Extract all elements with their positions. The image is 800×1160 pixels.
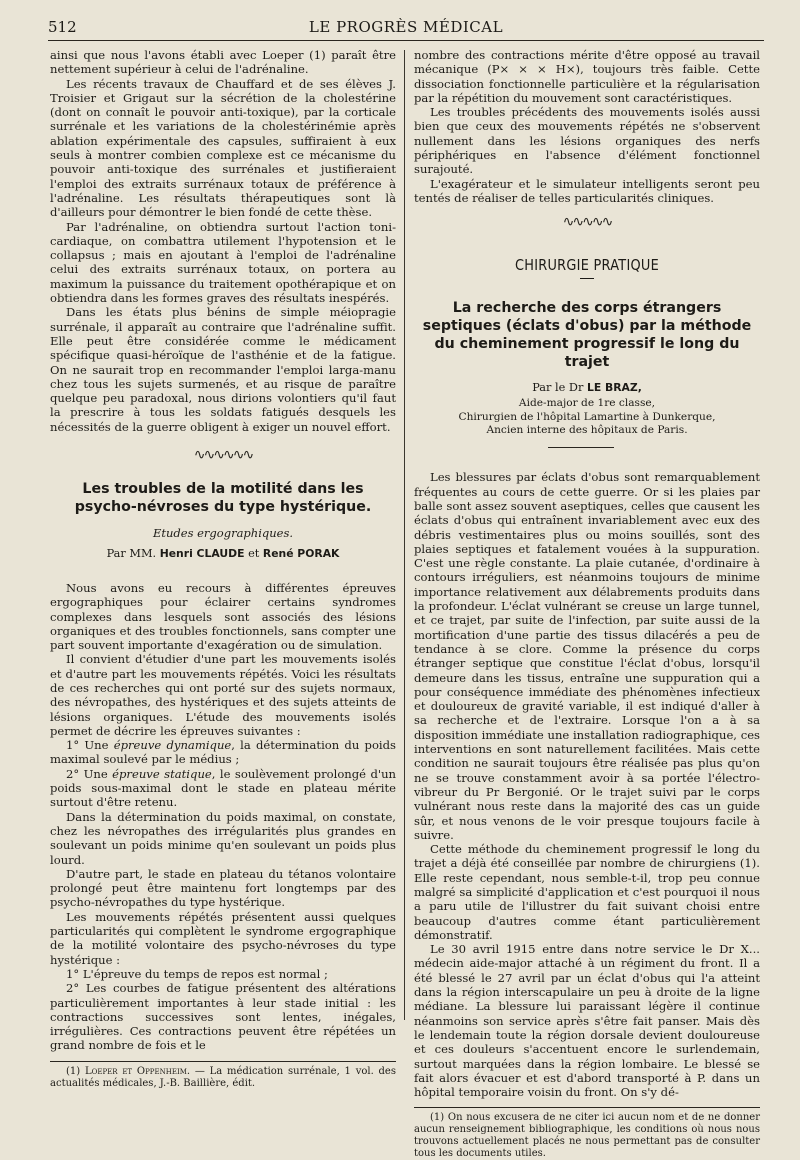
paragraph: Cette méthode du cheminement progressif le long du trajet a déjà été conseillée par nombre de chirurgiens (1). Elle reste cependant, nous semble-t-il, trop peu connue malgré sa simplicité d'application et c'est pourquoi il nous a paru utile de l'illustrer du fait suivant choisi entre beaucoup d'autres comme étant particulièrement démonstratif. (414, 842, 760, 942)
author-name: René PORAK (262, 546, 340, 560)
paragraph: Les récents travaux de Chauffard et de ses élèves J. Troisier et Grigaut sur la sécrétion de la cholestérine (dont on connaît le pouvoir anti-toxique), par la corticale surrénale et les variations de la cholestérinémie après ablation expérimentale des capsules, suffiraient à eux seuls à montrer combien complexe est ce mécanisme du pouvoir anti-toxique des surrénales et justifieraient l'emploi des extraits surrénaux totaux de préférence à l'adrénaline. Les résultats thérapeutiques sont là d'ailleurs pour démontrer le bien fondé de cette thèse. (50, 76, 396, 220)
section-heading: CHIRURGIE PRATIQUE (514, 255, 660, 274)
byline-prefix: Par le Dr (532, 380, 584, 394)
list-item: 1° L'épreuve du temps de repos est normal ; (66, 966, 328, 981)
paragraph: Il convient d'étudier d'une part les mouvements isolés et d'autre part les mouvements répétés. Voici les résultats de ces recherches qui ont porté sur des sujets normaux, des névropathes, des hystériques et des sujets atteints de lésions organiques. L'étude des mouvements isolés permet de décrire les épreuves suivantes : (50, 652, 396, 738)
paragraph: ainsi que nous l'avons établi avec Loeper (1) paraît être nettement supérieur à celui de l'adrénaline. (50, 48, 396, 77)
page-header (48, 14, 764, 41)
paragraph: Les troubles précédents des mouvements isolés aussi bien que ceux des mouvements répétés ne s'observent nullement dans les lésions organiques des nerfs périphériques en l'absence d'élément fonctionnel surajouté. (414, 105, 760, 177)
page-number: 512 (48, 18, 77, 36)
ornament-divider: ∿∿∿∿∿∿ (193, 447, 253, 464)
journal-title: LE PROGRÈS MÉDICAL (308, 18, 504, 36)
paragraph: Par l'adrénaline, on obtiendra surtout l'action toni-cardiaque, on combattra utilement l'hypotension et le collapsus ; mais en ajoutant à l'emploi de l'adrénaline celui des extraits surrénaux totaux, on portera au maximum la puissance du traitement opothérapique et on obtiendra dans les formes graves des résultats inespérés. (50, 219, 396, 306)
footnote: (1) Loeper et Oppenheim. — La médication surrénale, 1 vol. des actualités médicales, J.-B. Baillière, édit. (50, 1065, 396, 1089)
byline-prefix: Par MM. (106, 546, 157, 560)
section-dash (580, 278, 594, 279)
list-item: 2° Les courbes de fatigue présentent des altérations particulièrement importantes à leur stade initial : les contractions successives sont lentes, inégales, irrégulières. Ces contractions peuvent être répétées un grand nombre de fois et le (50, 981, 396, 1053)
author-name: LE BRAZ, (586, 380, 642, 394)
list-item: 2° Une épreuve statique, le soulèvement prolongé d'un poids sous-maximal dont le stade en plateau mérite surtout d'être retenu. (50, 766, 397, 810)
article-subtitle: Etudes ergographiques. (152, 526, 294, 541)
ornament-divider: ∿∿∿∿∿ (562, 214, 612, 231)
paragraph: nombre des contractions mérite d'être opposé au travail mécanique (P× × × H×), toujours très faible. Cette dissociation fonctionnelle particulière et la régularisation par la répétition du mouvement sont caractéristiques. (414, 48, 760, 105)
paragraph: Nous avons eu recours à différentes épreuves ergographiques pour éclairer certains syndromes complexes dans lesquels sont associés des lésions organiques et des troubles fonctionnels, sans compter une part souvent importante d'exagération ou de simulation. (50, 580, 396, 653)
paragraph: D'autre part, le stade en plateau du tétanos volontaire prolongé peut être maintenu fort longtemps par des psycho-névropathes du type hystérique. (50, 866, 396, 910)
footnote: (1) On nous excusera de ne citer ici aucun nom et de ne donner aucun renseignement bibliographique, les conditions où nous nous trouvons actuellement placés ne nous permettant pas de consulter tous les documents utiles. (414, 1112, 760, 1160)
short-rule (548, 447, 614, 448)
paragraph: Dans la détermination du poids maximal, on constate, chez les névropathes des irrégularités plus grandes en soulevant un poids minime qu'en soulevant un poids plus lourd. (50, 809, 396, 867)
list-item: 1° Une épreuve dynamique, la détermination du poids maximal soulevé par le médius ; (50, 738, 397, 767)
author-affiliation: Aide-major de 1re classe, Chirurgien de l'hôpital Lamartine à Dunkerque, Ancien interne des hôpitaux de Paris. (458, 397, 716, 436)
byline (414, 381, 760, 395)
paragraph: Le 30 avril 1915 entre dans notre service le Dr X... médecin aide-major attaché à un régiment du front. Il a été blessé le 27 avril par un éclat d'obus qui l'a atteint dans la région interscapulaire un peu à droite de la ligne médiane. La blessure lui paraissant légère il continue néanmoins son service après s'être fait panser. Mais dès le lendemain toute la région dorsale devient douloureuse et ces douleurs s'accentuent encore le surlendemain, surtout marquées dans la région lombaire. Le blessé se fait alors évacuer et est d'abord transporté à P. dans un hôpital temporaire voisin du front. On s'y dé- (414, 942, 760, 1100)
left-column (50, 48, 397, 1089)
byline (50, 547, 396, 561)
paragraph: Les blessures par éclats d'obus sont remarquablement fréquentes au cours de cette guerre. Or si les plaies par balle sont assez souvent aseptiques, celles que causent les éclats d'obus qui entraînent invariablement avec eux des débris vestimentaires plus ou moins souillés, sont des plaies septiques et fatalement vouées à la suppuration. C'est une règle constante. La plaie cutanée, d'ordinaire à contours irréguliers, est néanmoins toujours de minime importance relativement aux délabrements produits dans la profondeur. L'éclat vulnérant se creuse un large tunnel, et ce trajet, par suite de l'infection, par suite aussi de la mortification d'une partie des tissus dilacérés a peu de tendance à se clore. Comme la présence du corps étranger septique que constitue l'éclat d'obus, lorsqu'il demeure dans les tissus, entraîne une suppuration qui a pour conséquence immédiate des phénomènes infectieux et douloureux de gravité variable, il est indiqué d'aller à sa recherche et de l'extraire. Lorsque l'on a à sa disposition immédiate une installation radiographique, ces interventions en sont naturellement facilitées. Mais cette condition ne saurait toujours être réalisée pas plus qu'on ne se trouve constamment avoir à sa portée l'électro-vibreur du Pr Bergonié. Or le trajet suivi par le corps vulnérant nous reste dans la majorité des cas un guide sûr, et nous venons de le voir presque toujours facile à suivre. (414, 470, 760, 842)
paragraph: Les mouvements répétés présentent aussi quelques particularités qui complètent le syndrome ergographique de la motilité volontaire des psycho-névroses du type hystérique : (50, 909, 396, 967)
footnote-rule (414, 1107, 760, 1108)
right-column (414, 48, 760, 1160)
article-title: Les troubles de la motilité dans les psycho-névroses du type hystérique. (74, 481, 372, 516)
author-name: Henri CLAUDE (159, 546, 245, 560)
paragraph: Dans les états plus bénins de simple méiopragie surrénale, il apparaît au contraire que l'adrénaline suffit. Elle peut être considérée comme le médicament spécifique quasi-héroïque de l'asthénie et de la fatigue. On ne saurait trop en recommander l'emploi larga-manu chez tous les sujets surmenés, et au risque de paraître quelque peu paradoxal, nous dirions volontiers qu'il faut la prescrire à tous les soldats fatigués desquels les nécessités de la guerre obligent à exiger un nouvel effort. (50, 305, 396, 434)
byline-and: et (248, 546, 260, 560)
paragraph: L'exagérateur et le simulateur intelligents seront peu tentés de réaliser de telles particularités cliniques. (414, 176, 760, 205)
article-title: La recherche des corps étrangers septiques (éclats d'obus) par la méthode du cheminement progressif le long du trajet (422, 299, 752, 370)
footnote-rule (50, 1061, 396, 1062)
column-divider (404, 50, 405, 1020)
